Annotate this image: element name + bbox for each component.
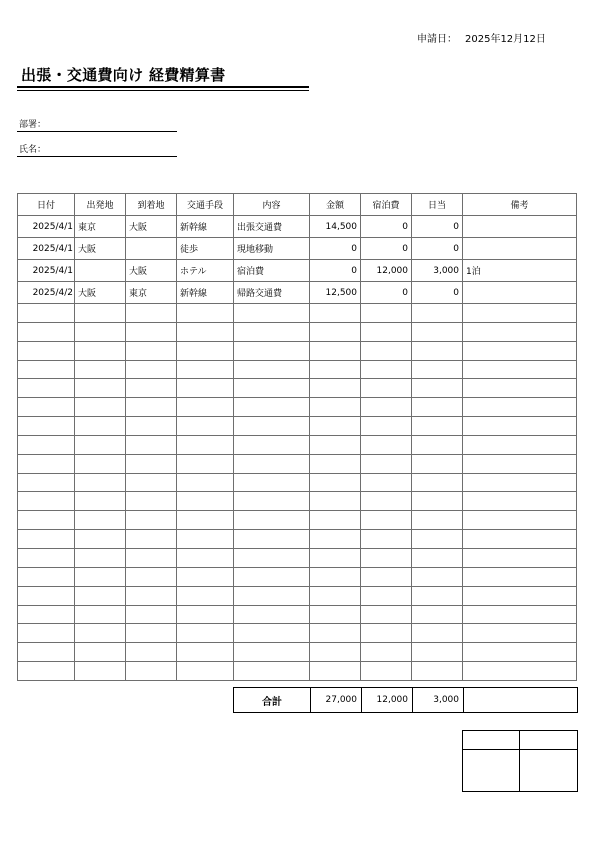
table-cell[interactable]	[18, 548, 75, 567]
table-cell[interactable]	[18, 605, 75, 624]
total-amount: 27,000	[311, 688, 362, 713]
table-cell[interactable]	[361, 643, 412, 662]
table-cell[interactable]: ホテル	[177, 260, 234, 282]
table-cell[interactable]	[234, 624, 310, 643]
table-row	[18, 260, 577, 282]
table-cell[interactable]	[310, 417, 361, 436]
table-cell[interactable]	[310, 605, 361, 624]
column-header: 交通手段	[177, 194, 234, 216]
table-cell[interactable]	[361, 379, 412, 398]
table-cell[interactable]	[463, 417, 577, 436]
table-cell[interactable]	[177, 341, 234, 360]
table-cell[interactable]	[361, 360, 412, 379]
table-cell[interactable]	[361, 435, 412, 454]
table-cell[interactable]: 徒歩	[177, 238, 234, 260]
table-cell[interactable]: 12,000	[361, 260, 412, 282]
table-cell[interactable]	[177, 379, 234, 398]
table-cell[interactable]: 0	[412, 216, 463, 238]
table-cell[interactable]	[412, 360, 463, 379]
table-cell[interactable]	[126, 492, 177, 511]
column-header: 日付	[18, 194, 75, 216]
table-cell[interactable]: 3,000	[412, 260, 463, 282]
table-cell[interactable]	[126, 530, 177, 549]
table-cell[interactable]	[361, 511, 412, 530]
table-cell[interactable]: 東京	[126, 282, 177, 304]
table-cell[interactable]	[126, 586, 177, 605]
table-cell[interactable]	[18, 398, 75, 417]
table-cell[interactable]	[310, 586, 361, 605]
empty-table-row	[18, 492, 577, 511]
table-cell[interactable]	[75, 605, 126, 624]
table-cell[interactable]	[18, 643, 75, 662]
department-label: 部署：	[19, 120, 47, 130]
table-cell[interactable]	[234, 398, 310, 417]
table-cell[interactable]	[463, 322, 577, 341]
table-cell[interactable]: 大阪	[126, 260, 177, 282]
table-cell[interactable]	[75, 530, 126, 549]
table-cell[interactable]	[361, 586, 412, 605]
table-cell[interactable]	[75, 379, 126, 398]
table-cell[interactable]: 14,500	[310, 216, 361, 238]
application-date-value: 2025年12月12日	[465, 34, 546, 45]
table-cell[interactable]	[234, 473, 310, 492]
table-cell[interactable]	[361, 662, 412, 681]
table-cell[interactable]	[463, 530, 577, 549]
table-cell[interactable]	[75, 624, 126, 643]
table-cell[interactable]	[310, 530, 361, 549]
table-cell[interactable]	[361, 454, 412, 473]
empty-table-row	[18, 304, 577, 323]
table-cell[interactable]	[234, 417, 310, 436]
table-cell[interactable]	[412, 643, 463, 662]
empty-table-row	[18, 322, 577, 341]
table-cell[interactable]	[361, 605, 412, 624]
empty-table-row	[18, 624, 577, 643]
application-date	[417, 30, 546, 45]
table-cell[interactable]	[177, 548, 234, 567]
table-cell[interactable]	[412, 341, 463, 360]
table-cell[interactable]	[361, 492, 412, 511]
table-cell[interactable]	[126, 643, 177, 662]
table-cell[interactable]	[361, 548, 412, 567]
table-header-row	[18, 194, 577, 216]
table-cell[interactable]	[18, 662, 75, 681]
table-cell[interactable]	[75, 398, 126, 417]
column-header: 出発地	[75, 194, 126, 216]
department-field-line[interactable]	[17, 131, 177, 132]
table-cell[interactable]	[177, 605, 234, 624]
table-cell[interactable]	[126, 341, 177, 360]
table-cell[interactable]	[463, 473, 577, 492]
title-underline-secondary	[17, 90, 309, 91]
table-cell[interactable]	[463, 492, 577, 511]
table-cell[interactable]	[361, 304, 412, 323]
table-cell[interactable]	[412, 473, 463, 492]
table-cell[interactable]	[18, 341, 75, 360]
application-date-label: 申請日：	[417, 34, 457, 45]
table-cell[interactable]: 12,500	[310, 282, 361, 304]
document-title: 出張・交通費向け 経費精算書	[21, 66, 226, 84]
column-header: 金額	[310, 194, 361, 216]
table-cell[interactable]	[75, 435, 126, 454]
table-cell[interactable]	[126, 454, 177, 473]
table-cell[interactable]	[177, 304, 234, 323]
table-cell[interactable]	[310, 322, 361, 341]
table-cell[interactable]: 0	[412, 238, 463, 260]
table-cell[interactable]	[177, 567, 234, 586]
table-cell[interactable]	[463, 379, 577, 398]
table-cell[interactable]	[412, 417, 463, 436]
table-cell[interactable]	[177, 511, 234, 530]
table-cell[interactable]	[234, 643, 310, 662]
table-cell[interactable]	[361, 530, 412, 549]
expense-table	[17, 193, 577, 681]
empty-table-row	[18, 643, 577, 662]
table-cell[interactable]	[177, 454, 234, 473]
table-cell[interactable]: 0	[361, 216, 412, 238]
table-cell[interactable]	[75, 454, 126, 473]
table-cell[interactable]	[310, 435, 361, 454]
table-cell[interactable]	[18, 567, 75, 586]
table-cell[interactable]	[463, 398, 577, 417]
table-cell[interactable]: 0	[361, 282, 412, 304]
table-cell[interactable]	[177, 360, 234, 379]
table-cell[interactable]	[75, 322, 126, 341]
column-header: 到着地	[126, 194, 177, 216]
table-cell[interactable]	[310, 511, 361, 530]
table-cell[interactable]	[361, 322, 412, 341]
stamp-cell-1[interactable]	[463, 750, 520, 792]
table-cell[interactable]	[412, 304, 463, 323]
table-cell[interactable]	[361, 473, 412, 492]
table-cell[interactable]: 現地移動	[234, 238, 310, 260]
table-cell[interactable]	[412, 511, 463, 530]
empty-table-row	[18, 379, 577, 398]
empty-table-row	[18, 586, 577, 605]
table-cell[interactable]	[412, 435, 463, 454]
table-cell[interactable]	[75, 260, 126, 282]
table-cell[interactable]	[361, 624, 412, 643]
table-cell[interactable]	[177, 492, 234, 511]
table-cell[interactable]	[234, 454, 310, 473]
table-cell[interactable]	[234, 548, 310, 567]
table-cell[interactable]	[310, 624, 361, 643]
table-cell[interactable]	[18, 492, 75, 511]
table-cell[interactable]	[75, 548, 126, 567]
table-cell[interactable]	[463, 662, 577, 681]
table-cell[interactable]	[126, 511, 177, 530]
table-cell[interactable]	[75, 643, 126, 662]
table-cell[interactable]: 2025/4/1	[18, 216, 75, 238]
totals-row	[233, 687, 578, 713]
table-cell[interactable]: 大阪	[75, 238, 126, 260]
table-cell[interactable]: 宿泊費	[234, 260, 310, 282]
table-cell[interactable]	[463, 548, 577, 567]
table-cell[interactable]	[18, 379, 75, 398]
table-cell[interactable]	[126, 304, 177, 323]
empty-table-row	[18, 605, 577, 624]
table-cell[interactable]	[75, 511, 126, 530]
table-cell[interactable]: 大阪	[126, 216, 177, 238]
table-cell[interactable]	[18, 624, 75, 643]
column-header: 宿泊費	[361, 194, 412, 216]
table-cell[interactable]	[361, 398, 412, 417]
table-cell[interactable]	[177, 398, 234, 417]
total-lodging: 12,000	[362, 688, 413, 713]
table-cell[interactable]	[126, 398, 177, 417]
table-cell[interactable]	[75, 492, 126, 511]
table-cell[interactable]	[234, 530, 310, 549]
column-header: 日当	[412, 194, 463, 216]
table-cell[interactable]	[177, 530, 234, 549]
table-cell[interactable]	[234, 662, 310, 681]
table-cell[interactable]	[412, 379, 463, 398]
table-cell[interactable]	[126, 605, 177, 624]
name-label: 氏名：	[19, 145, 47, 155]
empty-table-row	[18, 567, 577, 586]
table-cell[interactable]	[361, 417, 412, 436]
empty-table-row	[18, 341, 577, 360]
table-cell[interactable]	[126, 417, 177, 436]
table-cell[interactable]: 0	[310, 260, 361, 282]
table-cell[interactable]	[412, 605, 463, 624]
empty-table-row	[18, 662, 577, 681]
stamp-cell-2[interactable]	[520, 750, 578, 792]
table-cell[interactable]	[18, 360, 75, 379]
table-cell[interactable]	[126, 322, 177, 341]
table-cell[interactable]	[463, 238, 577, 260]
table-cell[interactable]	[412, 454, 463, 473]
table-cell[interactable]: 1泊	[463, 260, 577, 282]
table-cell[interactable]	[310, 454, 361, 473]
table-cell[interactable]	[75, 567, 126, 586]
empty-table-row	[18, 511, 577, 530]
table-cell[interactable]	[310, 304, 361, 323]
table-cell[interactable]	[463, 567, 577, 586]
table-cell[interactable]: 新幹線	[177, 216, 234, 238]
table-cell[interactable]	[412, 398, 463, 417]
table-cell[interactable]	[310, 643, 361, 662]
table-cell[interactable]	[126, 473, 177, 492]
table-row	[18, 216, 577, 238]
table-cell[interactable]	[234, 322, 310, 341]
table-cell[interactable]	[75, 473, 126, 492]
table-cell[interactable]	[126, 435, 177, 454]
table-cell[interactable]	[463, 454, 577, 473]
approval-stamp-box	[462, 730, 578, 792]
table-cell[interactable]: 大阪	[75, 282, 126, 304]
name-field-line[interactable]	[17, 156, 177, 157]
table-cell[interactable]	[310, 567, 361, 586]
table-cell[interactable]	[310, 379, 361, 398]
empty-table-row	[18, 473, 577, 492]
table-row	[18, 282, 577, 304]
table-cell[interactable]	[234, 360, 310, 379]
empty-table-row	[18, 435, 577, 454]
totals-label: 合計	[234, 688, 311, 713]
table-cell[interactable]	[18, 435, 75, 454]
table-cell[interactable]: 2025/4/2	[18, 282, 75, 304]
empty-table-row	[18, 454, 577, 473]
table-cell[interactable]	[234, 492, 310, 511]
table-cell[interactable]	[412, 662, 463, 681]
table-cell[interactable]	[234, 304, 310, 323]
total-note	[464, 688, 578, 713]
table-cell[interactable]	[412, 624, 463, 643]
table-cell[interactable]	[75, 304, 126, 323]
table-cell[interactable]	[412, 530, 463, 549]
table-cell[interactable]	[463, 341, 577, 360]
table-cell[interactable]	[177, 586, 234, 605]
table-cell[interactable]	[412, 586, 463, 605]
table-cell[interactable]	[310, 473, 361, 492]
table-cell[interactable]	[463, 643, 577, 662]
table-cell[interactable]	[463, 216, 577, 238]
table-cell[interactable]	[463, 360, 577, 379]
table-cell[interactable]	[310, 398, 361, 417]
table-cell[interactable]: 東京	[75, 216, 126, 238]
table-cell[interactable]	[463, 624, 577, 643]
table-cell[interactable]	[126, 379, 177, 398]
table-cell[interactable]	[75, 341, 126, 360]
table-cell[interactable]	[126, 567, 177, 586]
table-cell[interactable]	[18, 511, 75, 530]
table-cell[interactable]	[18, 322, 75, 341]
table-cell[interactable]	[177, 417, 234, 436]
table-cell[interactable]	[412, 548, 463, 567]
table-cell[interactable]	[310, 548, 361, 567]
empty-table-row	[18, 548, 577, 567]
table-cell[interactable]: 2025/4/1	[18, 260, 75, 282]
empty-table-row	[18, 398, 577, 417]
title-underline	[17, 86, 309, 88]
column-header: 内容	[234, 194, 310, 216]
empty-table-row	[18, 417, 577, 436]
column-header: 備考	[463, 194, 577, 216]
table-cell[interactable]: 帰路交通費	[234, 282, 310, 304]
table-cell[interactable]	[126, 360, 177, 379]
table-cell[interactable]	[177, 435, 234, 454]
table-cell[interactable]	[126, 624, 177, 643]
table-cell[interactable]	[310, 341, 361, 360]
table-cell[interactable]	[234, 379, 310, 398]
table-cell[interactable]	[126, 548, 177, 567]
table-cell[interactable]	[412, 492, 463, 511]
stamp-header-cell-1	[463, 731, 520, 750]
table-cell[interactable]: 出張交通費	[234, 216, 310, 238]
table-cell[interactable]	[126, 238, 177, 260]
table-cell[interactable]	[310, 360, 361, 379]
table-cell[interactable]	[310, 492, 361, 511]
table-cell[interactable]: 新幹線	[177, 282, 234, 304]
table-cell[interactable]	[234, 435, 310, 454]
total-allowance: 3,000	[413, 688, 464, 713]
table-cell[interactable]	[75, 586, 126, 605]
table-cell[interactable]	[18, 304, 75, 323]
stamp-header-cell-2	[520, 731, 578, 750]
table-cell[interactable]	[75, 417, 126, 436]
table-cell[interactable]	[463, 304, 577, 323]
table-cell[interactable]	[361, 341, 412, 360]
table-row	[18, 238, 577, 260]
table-cell[interactable]	[463, 586, 577, 605]
table-cell[interactable]	[18, 473, 75, 492]
table-cell[interactable]	[463, 435, 577, 454]
table-cell[interactable]	[18, 417, 75, 436]
table-cell[interactable]	[463, 511, 577, 530]
table-cell[interactable]	[177, 322, 234, 341]
table-cell[interactable]	[463, 282, 577, 304]
table-cell[interactable]: 0	[310, 238, 361, 260]
table-cell[interactable]	[177, 643, 234, 662]
table-cell[interactable]	[75, 360, 126, 379]
table-cell[interactable]: 2025/4/1	[18, 238, 75, 260]
table-cell[interactable]	[75, 662, 126, 681]
table-cell[interactable]	[234, 586, 310, 605]
table-cell[interactable]	[177, 624, 234, 643]
table-cell[interactable]	[463, 605, 577, 624]
empty-table-row	[18, 360, 577, 379]
table-cell[interactable]	[412, 322, 463, 341]
empty-table-row	[18, 530, 577, 549]
table-cell[interactable]	[234, 341, 310, 360]
table-cell[interactable]	[177, 473, 234, 492]
table-cell[interactable]	[18, 586, 75, 605]
table-cell[interactable]	[310, 662, 361, 681]
table-cell[interactable]	[412, 567, 463, 586]
table-cell[interactable]	[234, 511, 310, 530]
table-cell[interactable]	[18, 530, 75, 549]
table-cell[interactable]: 0	[412, 282, 463, 304]
table-cell[interactable]	[234, 605, 310, 624]
table-cell[interactable]: 0	[361, 238, 412, 260]
table-cell[interactable]	[234, 567, 310, 586]
table-cell[interactable]	[177, 662, 234, 681]
table-cell[interactable]	[126, 662, 177, 681]
table-cell[interactable]	[361, 567, 412, 586]
table-cell[interactable]	[18, 454, 75, 473]
